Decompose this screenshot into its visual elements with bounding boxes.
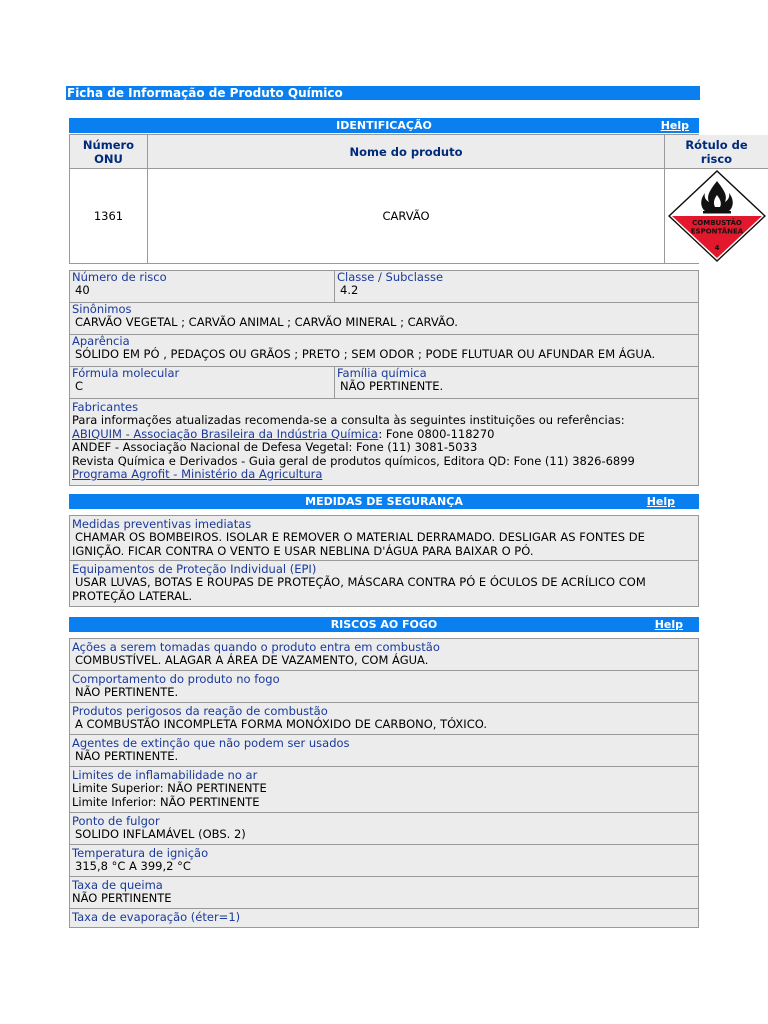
product-name: CARVÃO bbox=[148, 169, 665, 263]
label-classe: Classe / Subclasse bbox=[337, 270, 444, 284]
row-formula-familia bbox=[70, 367, 698, 399]
section-title: RISCOS AO FOGO bbox=[330, 618, 438, 631]
value-limite-inferior: Limite Inferior: NÃO PERTINENTE bbox=[72, 794, 260, 809]
column-header-rotulo bbox=[665, 135, 768, 169]
section-title: MEDIDAS DE SEGURANÇA bbox=[305, 495, 463, 508]
value-aparencia: SÓLIDO EM PÓ , PEDAÇOS OU GRÃOS ; PRETO ; SEM ODOR ; PODE FLUTUAR OU AFUNDAR EM ÁGUA. bbox=[75, 347, 656, 361]
cell-formula bbox=[70, 367, 334, 398]
value-acoes: COMBUSTÍVEL. ALAGAR A ÁREA DE VAZAMENTO, COM ÁGUA. bbox=[75, 653, 429, 667]
value-fab-line4 bbox=[70, 468, 698, 482]
value-fab-intro: Para informações atualizadas recomenda-se a consulta às seguintes instituições ou referências: bbox=[72, 413, 625, 427]
column-header-onu-line1: Número bbox=[82, 137, 135, 152]
fab-link1-suffix: : Fone 0800-118270 bbox=[378, 426, 495, 441]
label-taxa-queima: Taxa de queima bbox=[72, 878, 163, 892]
cell-classe bbox=[334, 271, 698, 302]
label-familia: Família química bbox=[337, 366, 427, 380]
row-produtos bbox=[70, 703, 698, 735]
identification-table bbox=[69, 134, 748, 264]
hazard-class-number: 4 bbox=[714, 244, 719, 252]
column-header-onu-line2: ONU bbox=[94, 151, 123, 166]
label-ponto-fulgor: Ponto de fulgor bbox=[72, 814, 160, 828]
row-limites bbox=[70, 767, 698, 813]
value-ponto-fulgor: SOLIDO INFLAMÁVEL (OBS. 2) bbox=[75, 827, 246, 841]
column-header-rotulo-line1: Rótulo de bbox=[685, 137, 748, 152]
page-title: Ficha de Informação de Produto Químico bbox=[66, 86, 700, 100]
section-title: IDENTIFICAÇÃO bbox=[336, 119, 432, 132]
value-taxa-queima: NÃO PERTINENTE bbox=[72, 891, 172, 905]
value-limite-superior: Limite Superior: NÃO PERTINENTE bbox=[72, 781, 267, 795]
row-taxa-queima bbox=[70, 877, 698, 909]
label-acoes: Ações a serem tomadas quando o produto entra em combustão bbox=[72, 640, 440, 654]
row-agentes bbox=[70, 735, 698, 767]
label-medidas: Medidas preventivas imediatas bbox=[72, 517, 252, 531]
value-fab-line2: ANDEF - Associação Nacional de Defesa Vegetal: Fone (11) 3081-5033 bbox=[72, 440, 478, 454]
row-ponto-fulgor bbox=[70, 813, 698, 845]
label-temperatura: Temperatura de ignição bbox=[72, 846, 209, 860]
row-taxa-evaporacao bbox=[70, 909, 698, 927]
value-medidas-l2: IGNIÇÃO. FICAR CONTRA O VENTO E USAR NEBLINA D'ÁGUA PARA BAIXAR O PÓ. bbox=[72, 543, 534, 558]
column-header-rotulo-line2: risco bbox=[700, 151, 733, 166]
details-table bbox=[69, 270, 699, 486]
cell-familia bbox=[334, 367, 698, 398]
label-limites: Limites de inflamabilidade no ar bbox=[72, 768, 258, 782]
value-epi-l1: USAR LUVAS, BOTAS E ROUPAS DE PROTEÇÃO, MÁSCARA CONTRA PÓ E ÓCULOS DE ACRÍLICO COM bbox=[75, 575, 646, 589]
row-sinonimos bbox=[70, 303, 698, 335]
row-comportamento bbox=[70, 671, 698, 703]
row-risco-classe bbox=[70, 271, 698, 303]
value-sinonimos: CARVÃO VEGETAL ; CARVÃO ANIMAL ; CARVÃO MINERAL ; CARVÃO. bbox=[75, 315, 458, 329]
label-taxa-evaporacao: Taxa de evaporação (éter=1) bbox=[72, 910, 241, 924]
section-header-fogo bbox=[69, 617, 699, 632]
label-epi: Equipamentos de Proteção Individual (EPI) bbox=[72, 562, 317, 576]
seguranca-table bbox=[69, 515, 699, 607]
value-familia: NÃO PERTINENTE. bbox=[340, 379, 444, 393]
value-comportamento: NÃO PERTINENTE. bbox=[75, 685, 179, 699]
label-agentes: Agentes de extinção que não podem ser usados bbox=[72, 736, 350, 750]
onu-number: 1361 bbox=[70, 169, 148, 263]
value-fab-line1 bbox=[70, 428, 698, 442]
fogo-table bbox=[69, 638, 699, 928]
section-header-identificacao bbox=[69, 118, 699, 133]
value-epi-l2: PROTEÇÃO LATERAL. bbox=[72, 588, 193, 603]
hazard-text-line1: COMBUSTÃO bbox=[691, 219, 742, 227]
link-abiquim[interactable]: ABIQUIM - Associação Brasileira da Indústria Química bbox=[72, 426, 379, 441]
label-aparencia: Aparência bbox=[72, 334, 130, 348]
row-epi bbox=[70, 561, 698, 606]
value-temperatura: 315,8 °C A 399,2 °C bbox=[75, 859, 191, 873]
label-fabricantes: Fabricantes bbox=[72, 400, 139, 414]
row-acoes bbox=[70, 639, 698, 671]
help-link-fogo[interactable]: Help bbox=[654, 618, 683, 631]
label-sinonimos: Sinônimos bbox=[72, 302, 132, 316]
row-medidas bbox=[70, 516, 698, 561]
value-classe: 4.2 bbox=[340, 283, 359, 297]
value-numero-risco: 40 bbox=[75, 283, 90, 297]
label-comportamento: Comportamento do produto no fogo bbox=[72, 672, 280, 686]
column-header-onu bbox=[70, 135, 148, 169]
link-agrofit[interactable]: Programa Agrofit - Ministério da Agricultura bbox=[72, 467, 323, 481]
hazard-diamond-icon bbox=[667, 169, 767, 263]
value-agentes: NÃO PERTINENTE. bbox=[75, 749, 179, 763]
cell-numero-risco bbox=[70, 271, 334, 302]
help-link-seguranca[interactable]: Help bbox=[646, 495, 675, 508]
row-temperatura bbox=[70, 845, 698, 877]
hazard-label-cell bbox=[665, 169, 768, 263]
row-fabricantes bbox=[70, 399, 698, 485]
hazard-text-line2: ESPONTÂNEA bbox=[690, 227, 743, 236]
section-header-seguranca bbox=[69, 494, 699, 509]
label-numero-risco: Número de risco bbox=[72, 270, 167, 284]
help-link-identificacao[interactable]: Help bbox=[660, 119, 689, 132]
value-medidas-l1: CHAMAR OS BOMBEIROS. ISOLAR E REMOVER O MATERIAL DERRAMADO. DESLIGAR AS FONTES DE bbox=[75, 530, 645, 544]
value-produtos: A COMBUSTÃO INCOMPLETA FORMA MONÓXIDO DE CARBONO, TÓXICO. bbox=[75, 717, 487, 731]
row-aparencia bbox=[70, 335, 698, 367]
column-header-nome: Nome do produto bbox=[148, 135, 665, 169]
value-fab-line3: Revista Química e Derivados - Guia geral de produtos químicos, Editora QD: Fone (11) 3826-6899 bbox=[72, 453, 635, 468]
value-formula: C bbox=[75, 379, 84, 393]
label-produtos: Produtos perigosos da reação de combustão bbox=[72, 704, 328, 718]
label-formula: Fórmula molecular bbox=[72, 366, 180, 380]
